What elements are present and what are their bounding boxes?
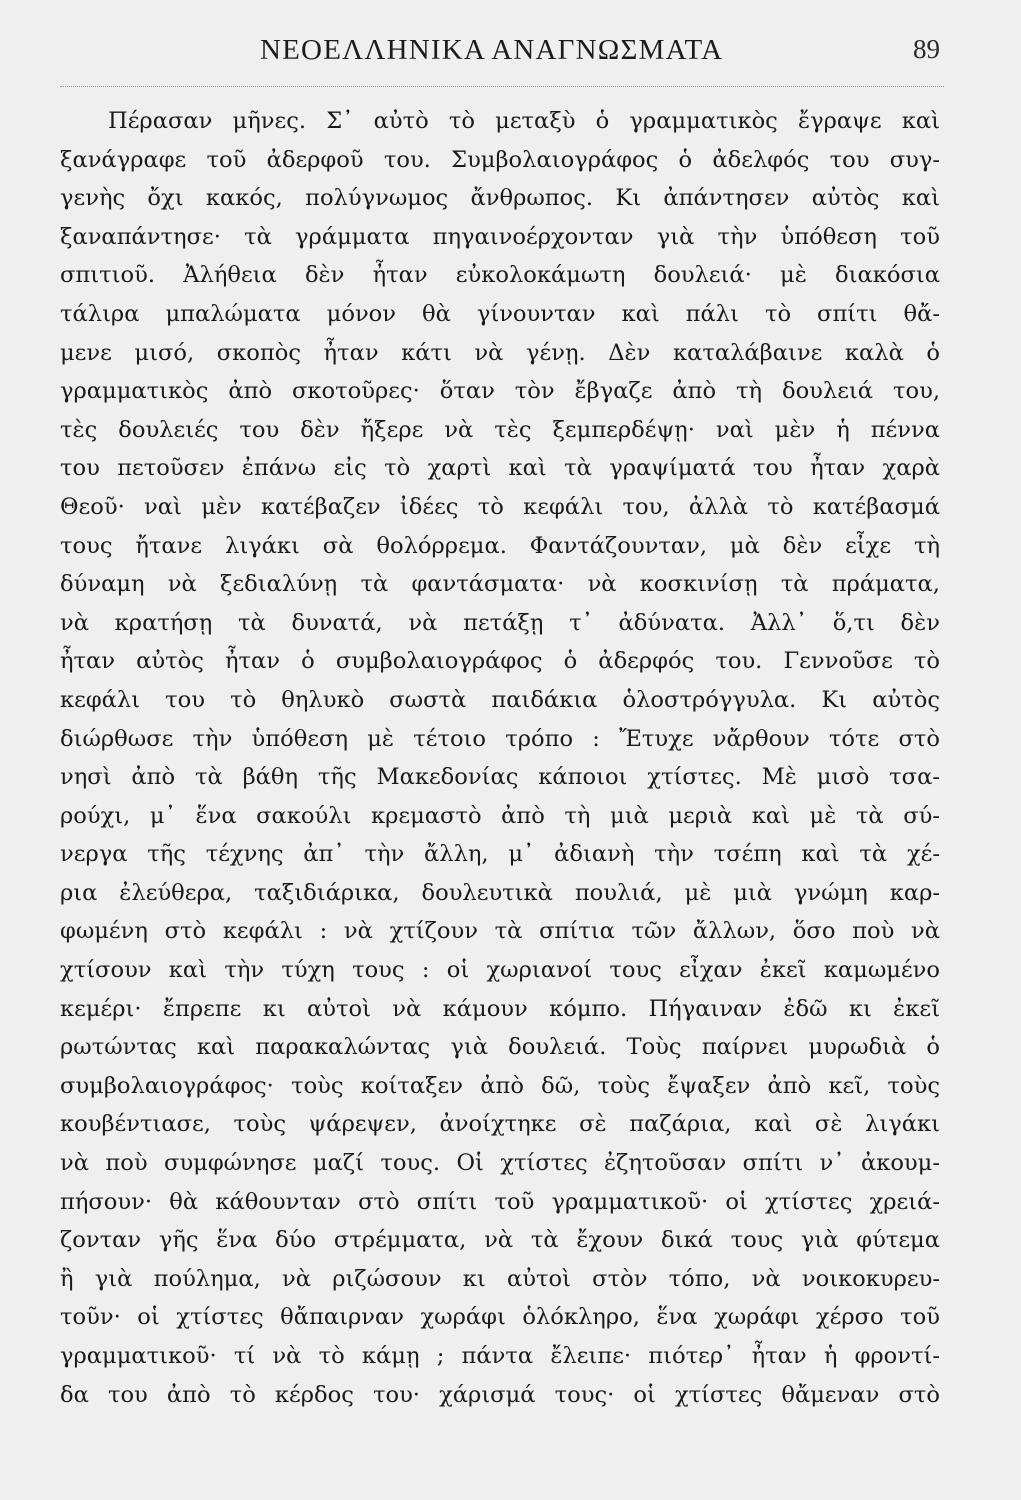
running-title: ΝΕΟΕΛΛΗΝΙΚΑ ΑΝΑΓΝΩΣΜΑΤΑ bbox=[260, 34, 724, 66]
text-line: κεμέρι· ἔπρεπε κι αὐτοὶ νὰ κάμουν κόμπο. Πήγαιναν ἐδῶ κι ἐκεῖ bbox=[60, 995, 940, 1022]
text-line: διώρθωσε τὴν ὑπόθεση μὲ τέτοιο τρόπο : Ἔτυχε νἄρθουν τότε στὸ bbox=[60, 725, 940, 752]
text-line: γενὴς ὄχι κακός, πολύγνωμος ἄνθρωπος. Κι ἀπάντησεν αὐτὸς καὶ bbox=[60, 185, 940, 212]
text-line: φωμένη στὸ κεφάλι : νὰ χτίζουν τὰ σπίτια τῶν ἄλλων, ὅσο ποὺ νὰ bbox=[60, 918, 940, 945]
text-line: σπιτιοῦ. Ἀλήθεια δὲν ἦταν εὐκολοκάμωτη δουλειά· μὲ διακόσια bbox=[60, 262, 940, 289]
text-line: πήσουν· θὰ κάθουνταν στὸ σπίτι τοῦ γραμματικοῦ· οἱ χτίστες χρειά- bbox=[60, 1188, 940, 1215]
text-line: ξανάγραφε τοῦ ἀδερφοῦ του. Συμβολαιογράφος ὁ ἀδελφός του συγ- bbox=[60, 146, 940, 173]
text-line: του πετοῦσεν ἐπάνω εἰς τὸ χαρτὶ καὶ τὰ γραψίματά του ἦταν χαρὰ bbox=[60, 455, 940, 482]
text-line: ρούχι, μ᾽ ἕνα σακούλι κρεμαστὸ ἀπὸ τὴ μιὰ μεριὰ καὶ μὲ τὰ σύ- bbox=[60, 802, 940, 829]
text-line: τους ἤτανε λιγάκι σὰ θολόρρεμα. Φαντάζουνταν, μὰ δὲν εἶχε τὴ bbox=[60, 532, 940, 559]
text-line: ἦταν αὐτὸς ἦταν ὁ συμβολαιογράφος ὁ ἀδερφός του. Γεννοῦσε τὸ bbox=[60, 648, 940, 675]
text-line: κεφάλι του τὸ θηλυκὸ σωστὰ παιδάκια ὁλοστρόγγυλα. Κι αὐτὸς bbox=[60, 686, 940, 713]
text-line: Θεοῦ· ναὶ μὲν κατέβαζεν ἰδέες τὸ κεφάλι του, ἀλλὰ τὸ κατέβασμά bbox=[60, 493, 940, 520]
text-line: Πέρασαν μῆνες. Σ᾽ αὐτὸ τὸ μεταξὺ ὁ γραμματικὸς ἔγραψε καὶ bbox=[108, 108, 940, 134]
text-line: νησὶ ἀπὸ τὰ βάθη τῆς Μακεδονίας κάποιοι χτίστες. Μὲ μισὸ τσα- bbox=[60, 764, 940, 791]
running-head bbox=[60, 34, 940, 74]
page-number: 89 bbox=[913, 34, 940, 64]
text-line: ἢ γιὰ πούλημα, νὰ ριζώσουν κι αὐτοὶ στὸν τόπο, νὰ νοικοκυρευ- bbox=[60, 1265, 940, 1292]
text-line: δύναμη νὰ ξεδιαλύνῃ τὰ φαντάσματα· νὰ κοσκινίσῃ τὰ πράματα, bbox=[60, 571, 940, 598]
text-line: συμβολαιογράφος· τοὺς κοίταξεν ἀπὸ δῶ, τοὺς ἔψαξεν ἀπὸ κεῖ, τοὺς bbox=[60, 1072, 940, 1099]
text-line: τοῦν· οἱ χτίστες θἄπαιρναν χωράφι ὁλόκληρο, ἕνα χωράφι χέρσο τοῦ bbox=[60, 1304, 940, 1331]
text-line: νὰ ποὺ συμφώνησε μαζί τους. Οἱ χτίστες ἐζητοῦσαν σπίτι ν᾽ ἀκουμ- bbox=[60, 1150, 940, 1177]
text-line: γραμματικὸς ἀπὸ σκοτοῦρες· ὅταν τὸν ἔβγαζε ἀπὸ τὴ δουλειά του, bbox=[60, 378, 940, 405]
text-line: χτίσουν καὶ τὴν τύχη τους : οἱ χωριανοί τους εἶχαν ἐκεῖ καμωμένο bbox=[60, 957, 940, 984]
text-line: τάλιρα μπαλώματα μόνον θὰ γίνουνταν καὶ πάλι τὸ σπίτι θἄ- bbox=[60, 300, 940, 327]
text-line: γραμματικοῦ· τί νὰ τὸ κάμῃ ; πάντα ἔλειπε· πιότερ᾽ ἦταν ἡ φροντί- bbox=[60, 1343, 940, 1369]
text-line: ρια ἐλεύθερα, ταξιδιάρικα, δουλευτικὰ πουλιά, μὲ μιὰ γνώμη καρ- bbox=[60, 879, 940, 906]
header-rule bbox=[60, 86, 944, 87]
text-line: δα του ἀπὸ τὸ κέρδος του· χάρισμά τους· οἱ χτίστες θἄμεναν στὸ bbox=[60, 1381, 940, 1408]
text-line: τὲς δουλειές του δὲν ἤξερε νὰ τὲς ξεμπερδέψῃ· ναὶ μὲν ἡ πέννα bbox=[60, 416, 940, 443]
text-line: ρωτώντας καὶ παρακαλώντας γιὰ δουλειά. Τοὺς παίρνει μυρωδιὰ ὁ bbox=[60, 1034, 940, 1061]
body-text bbox=[60, 102, 940, 1414]
text-line: ξαναπάντησε· τὰ γράμματα πηγαινοέρχονταν γιὰ τὴν ὑπόθεση τοῦ bbox=[60, 223, 940, 250]
text-line: μενε μισό, σκοπὸς ἦταν κάτι νὰ γένῃ. Δὲν καταλάβαινε καλὰ ὁ bbox=[60, 339, 940, 366]
text-line: ζονταν γῆς ἕνα δύο στρέμματα, νὰ τὰ ἔχουν δικά τους γιὰ φύτεμα bbox=[60, 1227, 940, 1254]
text-line: νεργα τῆς τέχνης ἀπ᾽ τὴν ἄλλη, μ᾽ ἀδιανὴ τὴν τσέπη καὶ τὰ χέ- bbox=[60, 841, 940, 868]
text-line: κουβέντιασε, τοὺς ψάρεψεν, ἀνοίχτηκε σὲ παζάρια, καὶ σὲ λιγάκι bbox=[60, 1111, 940, 1138]
text-line: νὰ κρατήσῃ τὰ δυνατά, νὰ πετάξῃ τ᾽ ἀδύνατα. Ἀλλ᾽ ὅ,τι δὲν bbox=[60, 609, 940, 636]
